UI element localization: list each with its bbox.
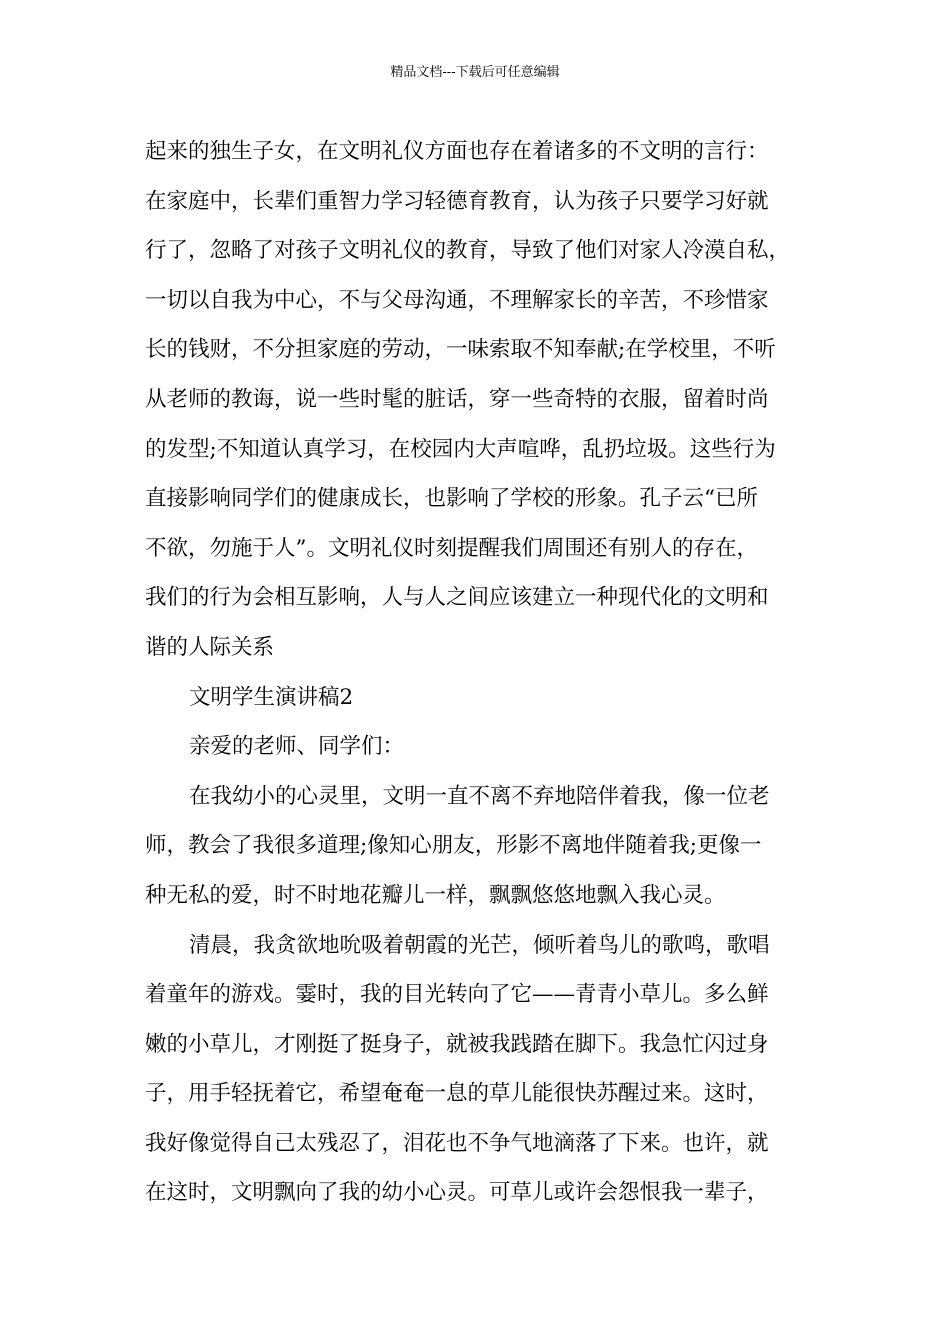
text-line: 文明学生演讲稿2 bbox=[189, 684, 354, 710]
text-line: 我们的行为会相互影响，人与人之间应该建立一种现代化的文明和 bbox=[145, 585, 769, 611]
text-line: 长的钱财，不分担家庭的劳动，一味索取不知奉献;在学校里，不听 bbox=[145, 337, 776, 363]
text-line: 起来的独生子女，在文明礼仪方面也存在着诸多的不文明的言行： bbox=[145, 139, 769, 164]
text-line: 一切以自我为中心，不与父母沟通，不理解家长的辛苦，不珍惜家 bbox=[145, 287, 769, 313]
text-line: 在这时，文明飘向了我的幼小心灵。可草儿或许会怨恨我一辈子， bbox=[145, 1180, 769, 1206]
text-line: 种无私的爱，时不时地花瓣儿一样，飘飘悠悠地飘入我心灵。 bbox=[145, 882, 726, 908]
text-line: 清晨，我贪欲地吮吸着朝霞的光芒，倾听着鸟儿的歌鸣，歌唱 bbox=[189, 932, 770, 958]
text-line: 亲爱的老师、同学们： bbox=[189, 734, 405, 760]
text-line: 的发型;不知道认真学习，在校园内大声喧哗，乱扔垃圾。这些行为 bbox=[145, 436, 776, 462]
document-body bbox=[145, 127, 835, 1218]
text-line: 嫩的小草儿，才刚挺了挺身子，就被我践踏在脚下。我急忙闪过身 bbox=[145, 1031, 769, 1057]
text-line: 行了，忽略了对孩子文明礼仪的教育，导致了他们对家人冷漠自私， bbox=[145, 238, 791, 264]
text-line: 谐的人际关系 bbox=[145, 634, 275, 660]
text-line: 师，教会了我很多道理;像知心朋友，形影不离地伴随着我;更像一 bbox=[145, 833, 762, 859]
text-line: 直接影响同学们的健康成长，也影响了学校的形象。孔子云“已所 bbox=[145, 486, 758, 512]
text-line: 不欲，勿施于人”。文明礼仪时刻提醒我们周围还有别人的存在， bbox=[145, 535, 758, 561]
text-line: 从老师的教诲，说一些时髦的脏话，穿一些奇特的衣服，留着时尚 bbox=[145, 386, 769, 412]
text-line: 在我幼小的心灵里，文明一直不离不弃地陪伴着我，像一位老 bbox=[189, 783, 770, 809]
page-header: 精品文档---下载后可任意编辑 bbox=[390, 65, 560, 80]
text-line: 子，用手轻抚着它，希望奄奄一息的草儿能很快苏醒过来。这时， bbox=[145, 1081, 769, 1107]
text-line: 我好像觉得自己太残忍了，泪花也不争气地滴落了下来。也许，就 bbox=[145, 1130, 769, 1156]
text-line: 在家庭中，长辈们重智力学习轻德育教育，认为孩子只要学习好就 bbox=[145, 188, 769, 214]
text-line: 着童年的游戏。霎时，我的目光转向了它——青青小草儿。多么鲜 bbox=[145, 982, 769, 1008]
